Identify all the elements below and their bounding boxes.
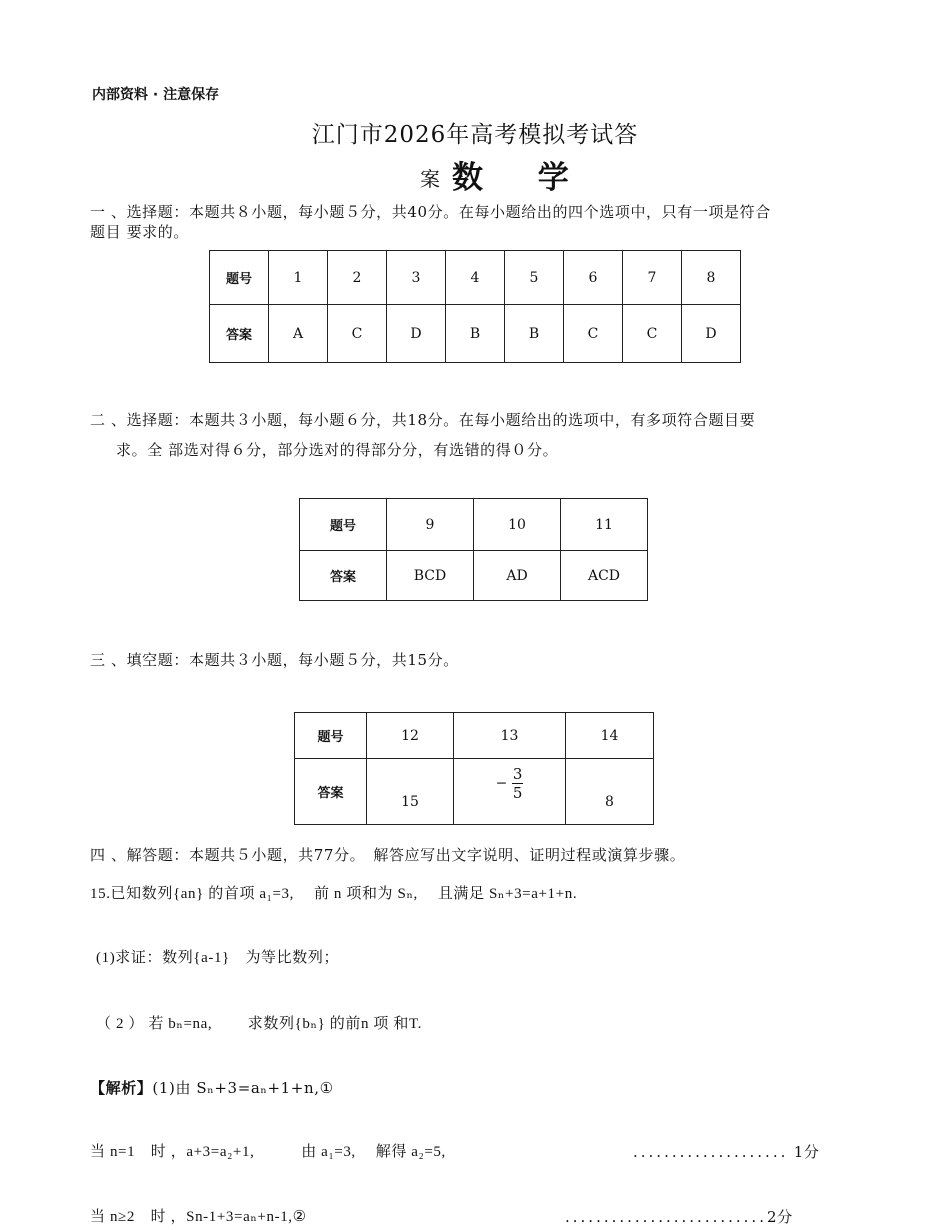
section1-intro-line2: 题目 要求的。 — [90, 223, 189, 241]
score: 1分 — [793, 1143, 820, 1161]
row-label: 题号 — [295, 713, 367, 759]
question-number: 11 — [561, 499, 648, 551]
question-number: 4 — [446, 251, 505, 305]
step-2-score — [565, 1207, 793, 1227]
question-15-part2: （ 2 ） 若 bₙ=na, 求数列{bₙ} 的前n 项 和T. — [96, 1016, 422, 1032]
step-1: 当 n=1 时 ，a+3=a₂+1, 由 a₁=3, 解得 a₂=5, — [90, 1144, 446, 1160]
table-row — [210, 251, 741, 305]
answer-cell: D — [387, 305, 446, 363]
answer-cell — [454, 759, 566, 825]
section1-intro-line1: 一 、选择题：本题共８小题，每小题５分，共40分。在每小题给出的四个选项中，只有一项是符合 — [90, 203, 771, 221]
confidential-label: 内部资料 · 注意保存 — [92, 87, 220, 103]
analysis-label: 【解析】 — [90, 1079, 153, 1097]
question-number: 9 — [387, 499, 474, 551]
answer-cell: A — [269, 305, 328, 363]
question-number: 14 — [566, 713, 654, 759]
table-row — [295, 759, 654, 825]
section2-answer-table — [299, 498, 648, 601]
answer-cell: B — [505, 305, 564, 363]
fraction — [512, 765, 524, 802]
question-15: 15.已知数列{an} 的首项 a₁=3, 前 n 项和为 Sₙ, 且满足 Sₙ+3=a+1+n. — [90, 886, 578, 902]
question-15-part1: (1)求证：数列{a-1} 为等比数列； — [96, 950, 340, 966]
table-row — [210, 305, 741, 363]
fraction-sign: − — [495, 775, 508, 792]
fraction-numerator: 3 — [512, 765, 523, 783]
section2-intro-line1: 二 、选择题：本题共３小题，每小题６分，共18分。在每小题给出的选项中，有多项符合题目要 — [90, 411, 756, 429]
subject-title: 数 学 — [452, 160, 591, 196]
row-label: 答案 — [210, 305, 269, 363]
table-row — [295, 713, 654, 759]
question-number: 1 — [269, 251, 328, 305]
question-number: 3 — [387, 251, 446, 305]
leader-dots: .................... — [633, 1143, 789, 1161]
step-1-score — [633, 1142, 820, 1162]
question-number: 2 — [328, 251, 387, 305]
table-row — [300, 499, 648, 551]
row-label: 题号 — [300, 499, 387, 551]
answer-cell: 15 — [367, 759, 454, 825]
row-label: 题号 — [210, 251, 269, 305]
answer-cell: ACD — [561, 551, 648, 601]
row-label: 答案 — [300, 551, 387, 601]
answer-cell: C — [564, 305, 623, 363]
answer-cell: D — [682, 305, 741, 363]
analysis-text: (1)由 Sₙ+3=aₙ+1+n,① — [152, 1079, 334, 1097]
question-number: 6 — [564, 251, 623, 305]
section2-intro-line2: 求。全 部选对得６分，部分选对的得部分分，有选错的得０分。 — [116, 441, 559, 459]
fraction-denominator: 5 — [512, 784, 523, 802]
analysis-line — [90, 1078, 334, 1098]
question-number: 7 — [623, 251, 682, 305]
answer-cell: C — [328, 305, 387, 363]
question-number: 12 — [367, 713, 454, 759]
section4-intro: 四 、解答题：本题共５小题，共77分。 解答应写出文字说明、证明过程或演算步骤。 — [90, 846, 686, 864]
exam-subtitle — [420, 152, 591, 197]
answer-cell: BCD — [387, 551, 474, 601]
table-row — [300, 551, 648, 601]
section3-intro: 三 、填空题：本题共３小题，每小题５分，共15分。 — [90, 651, 459, 669]
exam-title: 江门市2026年高考模拟考试答 — [311, 122, 639, 148]
answer-cell: C — [623, 305, 682, 363]
row-label: 答案 — [295, 759, 367, 825]
question-number: 10 — [474, 499, 561, 551]
answer-cell: AD — [474, 551, 561, 601]
section3-answer-table — [294, 712, 654, 825]
question-number: 5 — [505, 251, 564, 305]
question-number: 8 — [682, 251, 741, 305]
question-number: 13 — [454, 713, 566, 759]
leader-dots: .......................... — [565, 1208, 767, 1226]
answer-cell: B — [446, 305, 505, 363]
answer-cell: 8 — [566, 759, 654, 825]
section1-answer-table — [209, 250, 741, 363]
fraction-answer — [496, 765, 524, 802]
subtitle-prefix: 案 — [420, 167, 440, 191]
step-2: 当 n≥2 时 ，Sn-1+3=aₙ+n-1,② — [90, 1209, 307, 1225]
score: 2分 — [766, 1208, 793, 1226]
